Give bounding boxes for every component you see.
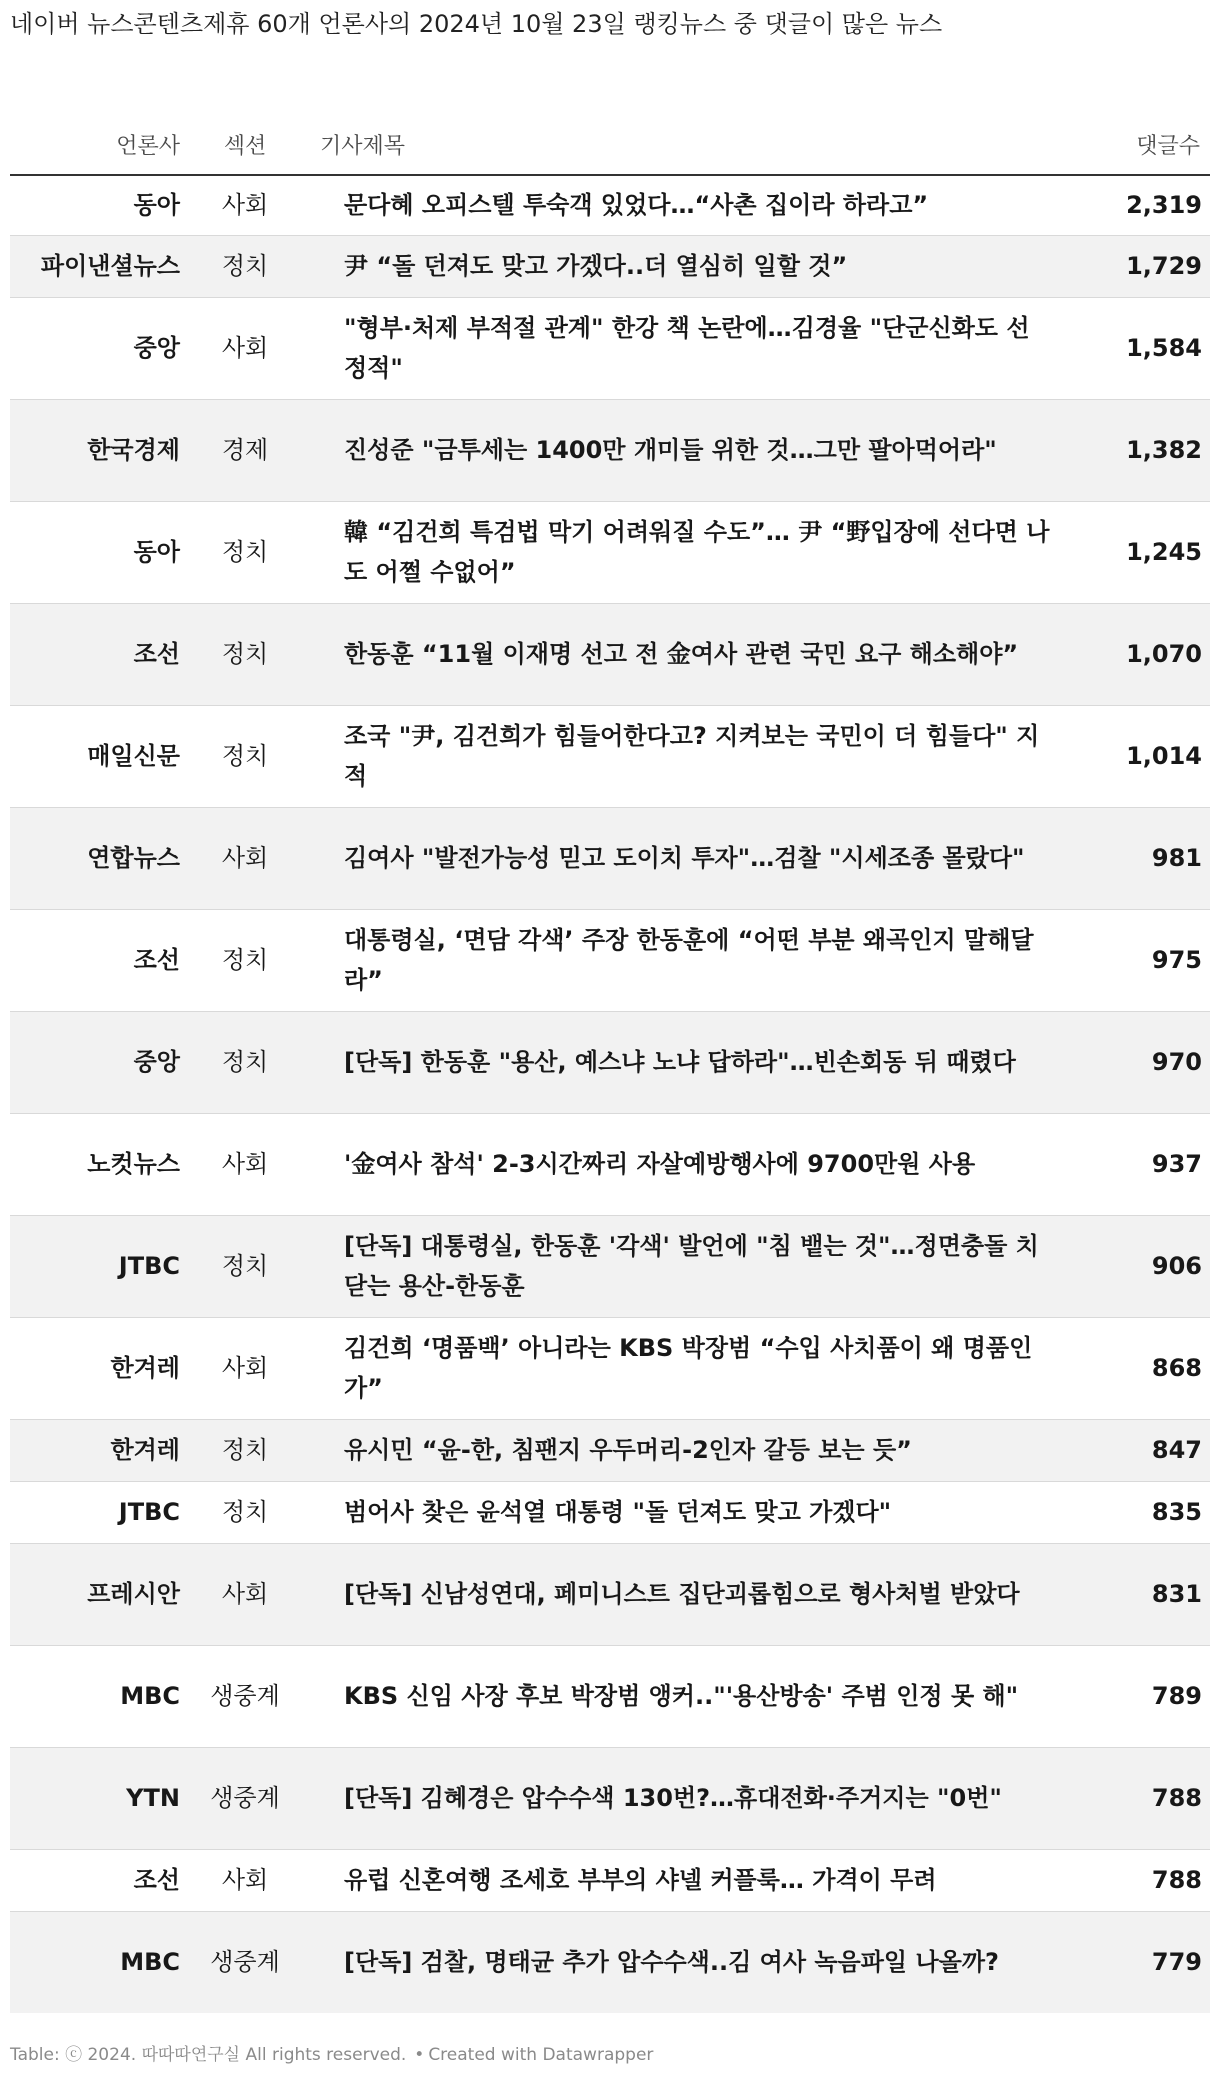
cell-comments: 1,584 bbox=[1126, 334, 1202, 362]
cell-press: JTBC bbox=[118, 1252, 180, 1280]
cell-section: 생중계 bbox=[210, 1784, 280, 1812]
cell-headline: 김건희 ‘명품백’ 아니라는 KBS 박장범 “수입 사치품이 왜 명품인가” bbox=[344, 1334, 1033, 1402]
ranking-table bbox=[10, 100, 1210, 2013]
cell-section: 사회 bbox=[221, 1354, 269, 1382]
footer-separator: • bbox=[414, 2045, 425, 2065]
cell-press: 한겨레 bbox=[110, 1436, 180, 1464]
cell-headline: [단독] 한동훈 "용산, 예스냐 노냐 답하라"…빈손회동 뒤 때렸다 bbox=[344, 1048, 1016, 1076]
column-header-headline[interactable]: 기사제목 bbox=[310, 100, 1070, 175]
cell-headline: [단독] 신남성연대, 페미니스트 집단괴롭힘으로 형사처벌 받았다 bbox=[344, 1580, 1020, 1608]
cell-section: 사회 bbox=[221, 1866, 269, 1894]
table-row bbox=[10, 501, 1210, 603]
cell-comments: 981 bbox=[1151, 844, 1202, 872]
table-title: 네이버 뉴스콘텐츠제휴 60개 언론사의 2024년 10월 23일 랭킹뉴스 중 댓글이 많은 뉴스 bbox=[10, 10, 943, 38]
cell-press: MBC bbox=[120, 1682, 180, 1710]
cell-press: 조선 bbox=[133, 946, 180, 974]
cell-press: 중앙 bbox=[133, 334, 180, 362]
cell-section: 생중계 bbox=[210, 1948, 280, 1977]
cell-headline: [단독] 대통령실, 한동훈 '각색' 발언에 "침 뱉는 것"…정면충돌 치닫는 용산-한동훈 bbox=[344, 1232, 1039, 1300]
cell-headline: 유럽 신혼여행 조세호 부부의 샤넬 커플룩… 가격이 무려 bbox=[344, 1866, 937, 1894]
column-header-comments[interactable]: 댓글수 bbox=[1070, 100, 1210, 175]
cell-press: MBC bbox=[120, 1948, 180, 1977]
table-row bbox=[10, 1849, 1210, 1911]
cell-comments: 835 bbox=[1151, 1498, 1202, 1526]
cell-press: 한겨레 bbox=[110, 1354, 180, 1382]
cell-section: 정치 bbox=[221, 538, 269, 566]
cell-section: 정치 bbox=[221, 252, 269, 280]
cell-section: 정치 bbox=[221, 640, 269, 668]
table-row bbox=[10, 1543, 1210, 1645]
cell-headline: 문다혜 오피스텔 투숙객 있었다…“사촌 집이라 하라고” bbox=[344, 191, 929, 220]
table-row bbox=[10, 807, 1210, 909]
cell-comments: 779 bbox=[1151, 1948, 1202, 1977]
table-row bbox=[10, 909, 1210, 1011]
cell-comments: 788 bbox=[1151, 1784, 1202, 1812]
cell-headline: 尹 “돌 던져도 맞고 가겠다..더 열심히 일할 것” bbox=[344, 252, 848, 280]
cell-headline: 유시민 “윤-한, 침팬지 우두머리-2인자 갈등 보는 듯” bbox=[344, 1436, 912, 1464]
cell-headline: 대통령실, ‘면담 각색’ 주장 한동훈에 “어떤 부분 왜곡인지 말해달라” bbox=[344, 926, 1034, 994]
cell-comments: 1,070 bbox=[1126, 640, 1202, 668]
cell-press: 조선 bbox=[133, 640, 180, 668]
cell-comments: 906 bbox=[1151, 1252, 1202, 1280]
cell-headline: [단독] 검찰, 명태균 추가 압수수색..김 여사 녹음파일 나올까? bbox=[344, 1948, 999, 1977]
cell-press: 프레시안 bbox=[87, 1580, 180, 1608]
cell-section: 경제 bbox=[221, 436, 269, 464]
cell-press: YTN bbox=[126, 1784, 180, 1812]
cell-press: 조선 bbox=[133, 1866, 180, 1894]
cell-section: 정치 bbox=[221, 1252, 269, 1280]
cell-section: 사회 bbox=[221, 1150, 269, 1178]
cell-comments: 937 bbox=[1151, 1150, 1202, 1178]
table-row bbox=[10, 1317, 1210, 1419]
cell-press: 노컷뉴스 bbox=[87, 1150, 180, 1178]
cell-press: JTBC bbox=[118, 1498, 180, 1526]
cell-section: 정치 bbox=[221, 946, 269, 974]
table-row bbox=[10, 1645, 1210, 1747]
table-header-row bbox=[10, 100, 1210, 175]
cell-comments: 831 bbox=[1151, 1580, 1202, 1608]
cell-comments: 1,729 bbox=[1126, 252, 1202, 280]
cell-comments: 847 bbox=[1151, 1436, 1202, 1464]
cell-press: 파이낸셜뉴스 bbox=[40, 252, 180, 280]
cell-headline: [단독] 김혜경은 압수수색 130번?…휴대전화·주거지는 "0번" bbox=[344, 1784, 1002, 1812]
cell-headline: 김여사 "발전가능성 믿고 도이치 투자"…검찰 "시세조종 몰랐다" bbox=[344, 844, 1025, 872]
cell-section: 정치 bbox=[221, 1498, 269, 1526]
table-row bbox=[10, 1419, 1210, 1481]
footer-source: Table: ⓒ 2024. 따따따연구실 All rights reserved. bbox=[10, 2045, 407, 2065]
column-header-section[interactable]: 섹션 bbox=[180, 100, 310, 175]
table-row bbox=[10, 235, 1210, 297]
table-row bbox=[10, 1215, 1210, 1317]
cell-comments: 970 bbox=[1151, 1048, 1202, 1076]
cell-comments: 1,382 bbox=[1126, 436, 1202, 464]
cell-section: 사회 bbox=[221, 334, 269, 362]
table-row bbox=[10, 603, 1210, 705]
cell-press: 매일신문 bbox=[87, 742, 180, 770]
table-row bbox=[10, 1481, 1210, 1543]
cell-press: 동아 bbox=[133, 191, 180, 220]
cell-press: 동아 bbox=[133, 538, 180, 566]
cell-headline: 범어사 찾은 윤석열 대통령 "돌 던져도 맞고 가겠다" bbox=[344, 1498, 892, 1526]
cell-headline: '金여사 참석' 2-3시간짜리 자살예방행사에 9700만원 사용 bbox=[344, 1150, 976, 1178]
cell-press: 한국경제 bbox=[87, 436, 180, 464]
cell-comments: 2,319 bbox=[1126, 191, 1202, 220]
cell-comments: 975 bbox=[1151, 946, 1202, 974]
cell-section: 사회 bbox=[221, 844, 269, 872]
table-row bbox=[10, 297, 1210, 399]
table-row bbox=[10, 1747, 1210, 1849]
table-body bbox=[10, 175, 1210, 2013]
table-row bbox=[10, 1911, 1210, 2013]
cell-section: 생중계 bbox=[210, 1682, 280, 1710]
cell-section: 정치 bbox=[221, 1436, 269, 1464]
cell-press: 중앙 bbox=[133, 1048, 180, 1076]
table-row bbox=[10, 705, 1210, 807]
cell-headline: KBS 신임 사장 후보 박장범 앵커.."'용산방송' 주범 인정 못 해" bbox=[344, 1682, 1019, 1710]
cell-headline: 조국 "尹, 김건희가 힘들어한다고? 지켜보는 국민이 더 힘들다" 지적 bbox=[344, 722, 1040, 790]
column-header-press[interactable]: 언론사 bbox=[10, 100, 180, 175]
table-row bbox=[10, 399, 1210, 501]
cell-comments: 788 bbox=[1151, 1866, 1202, 1894]
cell-headline: "형부·처제 부적절 관계" 한강 책 논란에…김경율 "단군신화도 선정적" bbox=[344, 314, 1030, 382]
cell-press: 연합뉴스 bbox=[87, 844, 180, 872]
cell-section: 정치 bbox=[221, 1048, 269, 1076]
datawrapper-credit-link[interactable]: Created with Datawrapper bbox=[428, 2045, 654, 2065]
table-footer bbox=[10, 2040, 653, 2065]
cell-section: 사회 bbox=[221, 1580, 269, 1608]
cell-comments: 1,014 bbox=[1126, 742, 1202, 770]
cell-section: 정치 bbox=[221, 742, 269, 770]
cell-section: 사회 bbox=[221, 191, 269, 220]
cell-comments: 868 bbox=[1151, 1354, 1202, 1382]
cell-headline: 韓 “김건희 특검법 막기 어려워질 수도”… 尹 “野입장에 선다면 나도 어쩔 수없어” bbox=[344, 518, 1050, 586]
cell-headline: 진성준 "금투세는 1400만 개미들 위한 것…그만 팔아먹어라" bbox=[344, 436, 997, 464]
cell-comments: 1,245 bbox=[1126, 538, 1202, 566]
table-row bbox=[10, 1011, 1210, 1113]
table-row bbox=[10, 1113, 1210, 1215]
table-row bbox=[10, 175, 1210, 235]
cell-comments: 789 bbox=[1151, 1682, 1202, 1710]
cell-headline: 한동훈 “11월 이재명 선고 전 金여사 관련 국민 요구 해소해야” bbox=[344, 640, 1019, 668]
